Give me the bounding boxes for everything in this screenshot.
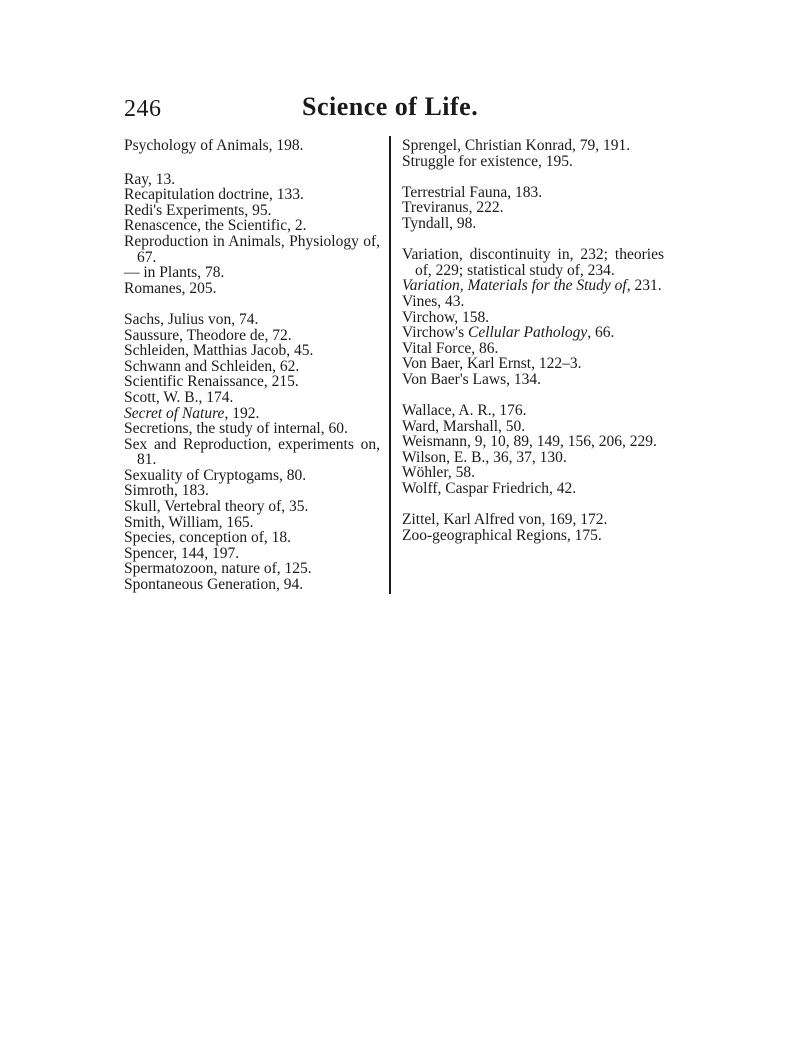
index-entry: Romanes, 205. <box>124 279 217 297</box>
index-entry: Redi's Experiments, 95. <box>124 201 272 219</box>
italic-title: Cellular Pathology <box>468 324 588 342</box>
entry-pages: , 66. <box>587 324 615 342</box>
index-entry: Vines, 43. <box>402 292 465 310</box>
page-number: 246 <box>124 96 162 122</box>
index-entry: Struggle for existence, 195. <box>402 152 573 170</box>
index-entry: Terrestrial Fauna, 183. <box>402 183 543 201</box>
index-entry: Wallace, A. R., 176. <box>402 402 527 420</box>
group-spacer <box>402 497 664 513</box>
index-entry <box>402 325 664 341</box>
index-entry: Psychology of Animals, 198. <box>124 137 304 154</box>
index-entry: Smith, William, 165. <box>124 513 254 531</box>
index-entry: Saussure, Theodore de, 72. <box>124 326 292 344</box>
index-entry: Weismann, 9, 10, 89, 149, 156, 206, 229. <box>402 433 657 451</box>
entry-pages: , 231. <box>626 277 662 295</box>
index-entry <box>124 406 380 422</box>
index-entry: Secretions, the study of internal, 60. <box>124 420 348 438</box>
group-spacer <box>402 169 664 185</box>
index-entry: Sexuality of Cryptogams, 80. <box>124 466 307 484</box>
index-entry: Wolff, Caspar Friedrich, 42. <box>402 480 577 498</box>
index-entry: Zittel, Karl Alfred von, 169, 172. <box>402 511 608 529</box>
index-entry: Wöhler, 58. <box>402 464 475 482</box>
index-entry: — in Plants, 78. <box>124 264 225 282</box>
index-entry: Von Baer's Laws, 134. <box>402 370 541 388</box>
index-entry: Spermatozoon, nature of, 125. <box>124 560 312 578</box>
index-entry: Species, conception of, 18. <box>124 529 292 547</box>
index-entry: Scott, W. B., 174. <box>124 388 234 406</box>
index-entry: Sachs, Julius von, 74. <box>124 310 259 328</box>
entry-pages: , 192. <box>224 404 260 422</box>
column-rule <box>389 136 391 594</box>
index-entry: Skull, Vertebral theory of, 35. <box>124 498 309 516</box>
running-head: Science of Life. <box>302 92 479 121</box>
index-entry: Schwann and Schleiden, 62. <box>124 357 300 375</box>
italic-title: Variation, Materials for the Study of <box>402 277 627 295</box>
index-entry: Vital Force, 86. <box>402 339 499 357</box>
index-entry: Reproduction in Animals, Physiology of, 67. <box>124 232 380 266</box>
italic-title: Secret of Nature <box>124 404 225 422</box>
index-entry: Tyndall, 98. <box>402 214 477 232</box>
index-entry: Sex and Reproduction, experiments on, 81. <box>124 435 380 469</box>
index-entry: Zoo-geographical Regions, 175. <box>402 526 602 544</box>
index-entry: Spencer, 144, 197. <box>124 544 240 562</box>
index-entry: Renascence, the Scientific, 2. <box>124 217 307 235</box>
index-entry: Virchow, 158. <box>402 308 490 326</box>
index-entry: Spontaneous Generation, 94. <box>124 576 304 594</box>
index-entry <box>402 278 664 294</box>
group-spacer <box>402 232 664 248</box>
index-entry: Schleiden, Matthias Jacob, 45. <box>124 342 314 360</box>
index-entry: Wilson, E. B., 36, 37, 130. <box>402 448 567 466</box>
index-right-column <box>402 138 664 543</box>
index-entry: Simroth, 183. <box>124 482 209 500</box>
index-entry: Von Baer, Karl Ernst, 122–3. <box>402 355 582 373</box>
index-entry: Variation, discontinuity in, 232; theories of, 229; statistical study of, 234. <box>402 246 664 279</box>
index-left-column <box>124 138 380 593</box>
index-entry: Treviranus, 222. <box>402 199 504 217</box>
index-entry: Ray, 13. <box>124 170 176 188</box>
group-spacer <box>402 388 664 404</box>
index-entry: Scientific Renaissance, 215. <box>124 373 299 391</box>
index-entry: Sprengel, Christian Konrad, 79, 191. <box>402 137 631 154</box>
index-entry: Recapitulation doctrine, 133. <box>124 186 304 204</box>
group-spacer <box>124 296 380 312</box>
group-spacer <box>124 154 380 172</box>
entry-heading: Virchow's <box>402 324 469 342</box>
index-entry: Ward, Marshall, 50. <box>402 417 526 435</box>
